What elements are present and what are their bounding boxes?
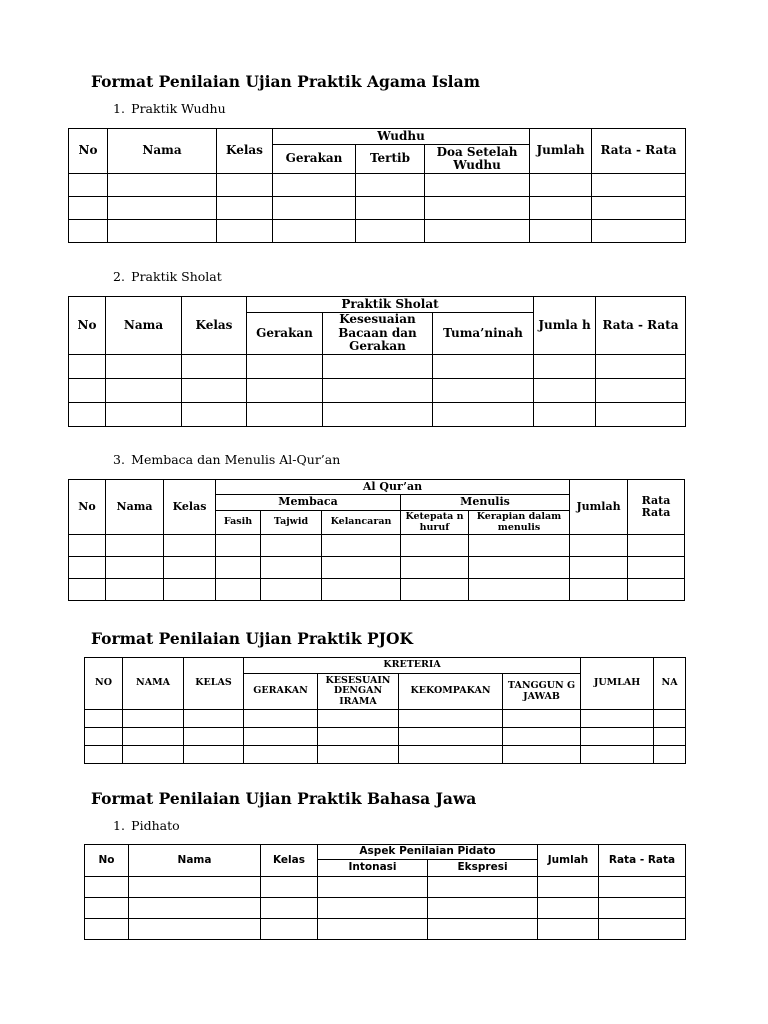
table-cell (273, 197, 356, 220)
table-cell (628, 535, 685, 557)
table-cell (85, 919, 129, 940)
table-cell (534, 355, 596, 379)
table-row (69, 174, 686, 197)
table-cell (106, 535, 164, 557)
col-kelas: Kelas (261, 845, 318, 877)
table-cell (356, 174, 425, 197)
table-row (85, 710, 686, 728)
table-cell (425, 174, 530, 197)
col-kelas: Kelas (164, 480, 216, 535)
table-row (69, 220, 686, 243)
table-cell (184, 710, 244, 728)
table-cell (322, 535, 401, 557)
col-rata: Rata - Rata (596, 297, 686, 355)
col-gerakan: Gerakan (247, 313, 323, 355)
col-gerakan: GERAKAN (244, 674, 318, 710)
table-cell (244, 746, 318, 764)
col-tertib: Tertib (356, 145, 425, 174)
table-cell (318, 877, 428, 898)
agama-section-title: Format Penilaian Ujian Praktik Agama Islam (91, 72, 481, 91)
table-cell (123, 710, 184, 728)
table-cell (123, 746, 184, 764)
table-cell (244, 728, 318, 746)
table-cell (322, 579, 401, 601)
table-cell (129, 877, 261, 898)
table-cell (318, 898, 428, 919)
col-nama: Nama (129, 845, 261, 877)
table-cell (433, 379, 534, 403)
col-jumlah: Jumlah (530, 129, 592, 174)
table-cell (425, 220, 530, 243)
table-cell (654, 710, 686, 728)
table-cell (108, 220, 217, 243)
col-kelas: Kelas (182, 297, 247, 355)
col-gerakan: Gerakan (273, 145, 356, 174)
table-cell (654, 746, 686, 764)
col-rata: Rata - Rata (599, 845, 686, 877)
table-cell (247, 379, 323, 403)
table-cell (592, 197, 686, 220)
table-cell (318, 919, 428, 940)
col-tanggung-jawab: TANGGUN G JAWAB (503, 674, 581, 710)
table-cell (323, 379, 433, 403)
table-cell (503, 746, 581, 764)
table-cell (85, 877, 129, 898)
col-group-sholat: Praktik Sholat (247, 297, 534, 313)
table-cell (69, 535, 106, 557)
col-doa: Doa Setelah Wudhu (425, 145, 530, 174)
table-row (69, 379, 686, 403)
table-row (85, 877, 686, 898)
table-cell (503, 710, 581, 728)
col-tumaninah: Tuma’ninah (433, 313, 534, 355)
table-cell (318, 710, 399, 728)
table-cell (534, 403, 596, 427)
table-cell (654, 728, 686, 746)
table-cell (599, 877, 686, 898)
table-cell (216, 557, 261, 579)
table-cell (261, 898, 318, 919)
sholat-table (68, 296, 686, 427)
table-row (85, 746, 686, 764)
table-cell (106, 579, 164, 601)
table-cell (534, 379, 596, 403)
table-cell (538, 919, 599, 940)
table-cell (356, 220, 425, 243)
table-cell (164, 557, 216, 579)
table-cell (106, 379, 182, 403)
table-cell (428, 898, 538, 919)
table-row (85, 898, 686, 919)
col-kerapian: Kerapian dalam menulis (469, 511, 570, 535)
table-cell (129, 919, 261, 940)
table-cell (106, 403, 182, 427)
table-row (69, 197, 686, 220)
table-cell (322, 557, 401, 579)
table-row (85, 919, 686, 940)
table-cell (69, 557, 106, 579)
table-row (69, 557, 685, 579)
table-cell (216, 579, 261, 601)
quran-item-title: 3. Membaca dan Menulis Al-Qur’an (113, 452, 341, 467)
table-cell (182, 379, 247, 403)
table-cell (399, 728, 503, 746)
wudhu-table (68, 128, 686, 243)
pjok-section-title: Format Penilaian Ujian Praktik PJOK (91, 629, 413, 648)
table-cell (599, 919, 686, 940)
table-cell (184, 746, 244, 764)
table-cell (596, 379, 686, 403)
table-cell (399, 710, 503, 728)
table-cell (217, 220, 273, 243)
col-jumlah: JUMLAH (581, 658, 654, 710)
col-kekompakan: KEKOMPAKAN (399, 674, 503, 710)
col-group-aspek: Aspek Penilaian Pidato (318, 845, 538, 860)
table-cell (261, 877, 318, 898)
col-no: No (69, 297, 106, 355)
table-cell (247, 403, 323, 427)
table-cell (261, 557, 322, 579)
table-cell (318, 728, 399, 746)
table-row (69, 535, 685, 557)
jawa-section-title: Format Penilaian Ujian Praktik Bahasa Jawa (91, 789, 477, 808)
table-cell (628, 557, 685, 579)
table-cell (433, 403, 534, 427)
col-group-quran: Al Qur’an (216, 480, 570, 495)
table-cell (261, 579, 322, 601)
col-no: No (69, 480, 106, 535)
col-kelas: KELAS (184, 658, 244, 710)
table-cell (596, 355, 686, 379)
table-cell (244, 710, 318, 728)
col-nama: NAMA (123, 658, 184, 710)
col-rata: Rata Rata (628, 480, 685, 535)
table-cell (69, 403, 106, 427)
col-jumlah: Jumlah (538, 845, 599, 877)
table-cell (182, 403, 247, 427)
table-cell (318, 746, 399, 764)
wudhu-item-title: 1. Praktik Wudhu (113, 101, 226, 116)
pjok-table (84, 657, 686, 764)
table-cell (69, 379, 106, 403)
table-cell (401, 535, 469, 557)
col-nama: Nama (106, 297, 182, 355)
col-kesesuaian: Kesesuaian Bacaan dan Gerakan (323, 313, 433, 355)
table-cell (503, 728, 581, 746)
table-cell (69, 174, 108, 197)
col-nama: Nama (108, 129, 217, 174)
col-ketepatan: Ketepata n huruf (401, 511, 469, 535)
table-cell (261, 535, 322, 557)
col-jumlah: Jumla h (534, 297, 596, 355)
table-cell (182, 355, 247, 379)
table-cell (217, 197, 273, 220)
table-cell (592, 174, 686, 197)
table-cell (425, 197, 530, 220)
table-cell (323, 355, 433, 379)
col-no: No (85, 845, 129, 877)
table-cell (106, 557, 164, 579)
table-cell (538, 877, 599, 898)
table-cell (69, 579, 106, 601)
table-cell (164, 579, 216, 601)
table-cell (69, 220, 108, 243)
table-cell (85, 746, 123, 764)
col-nama: Nama (106, 480, 164, 535)
col-ekspresi: Ekspresi (428, 860, 538, 877)
table-cell (581, 728, 654, 746)
table-cell (69, 197, 108, 220)
table-cell (85, 710, 123, 728)
col-group-menulis: Menulis (401, 495, 570, 511)
col-no: No (69, 129, 108, 174)
col-rata: Rata - Rata (592, 129, 686, 174)
table-cell (530, 220, 592, 243)
pidato-table (84, 844, 686, 940)
col-kelas: Kelas (217, 129, 273, 174)
pidato-item-title: 1. Pidhato (113, 818, 180, 833)
table-cell (570, 535, 628, 557)
table-cell (469, 535, 570, 557)
col-kelancaran: Kelancaran (322, 511, 401, 535)
col-kesesuaian: KESESUAIN DENGAN IRAMA (318, 674, 399, 710)
table-cell (530, 174, 592, 197)
table-cell (273, 220, 356, 243)
table-cell (581, 710, 654, 728)
table-row (69, 403, 686, 427)
table-cell (530, 197, 592, 220)
table-cell (123, 728, 184, 746)
table-cell (69, 355, 106, 379)
table-cell (129, 898, 261, 919)
table-cell (164, 535, 216, 557)
table-cell (356, 197, 425, 220)
table-cell (592, 220, 686, 243)
table-cell (85, 728, 123, 746)
col-fasih: Fasih (216, 511, 261, 535)
table-cell (323, 403, 433, 427)
quran-table (68, 479, 685, 601)
col-group-membaca: Membaca (216, 495, 401, 511)
table-cell (428, 877, 538, 898)
table-row (85, 728, 686, 746)
table-cell (108, 174, 217, 197)
table-cell (401, 557, 469, 579)
table-cell (273, 174, 356, 197)
table-cell (581, 746, 654, 764)
table-cell (261, 919, 318, 940)
table-cell (108, 197, 217, 220)
table-cell (85, 898, 129, 919)
table-cell (570, 579, 628, 601)
table-cell (469, 557, 570, 579)
col-group-wudhu: Wudhu (273, 129, 530, 145)
table-row (69, 355, 686, 379)
table-row (69, 579, 685, 601)
table-cell (216, 535, 261, 557)
table-cell (106, 355, 182, 379)
table-cell (401, 579, 469, 601)
table-cell (538, 898, 599, 919)
col-group-kreteria: KRETERIA (244, 658, 581, 674)
table-cell (570, 557, 628, 579)
col-jumlah: Jumlah (570, 480, 628, 535)
table-cell (628, 579, 685, 601)
table-cell (184, 728, 244, 746)
table-cell (433, 355, 534, 379)
col-no: NO (85, 658, 123, 710)
table-cell (596, 403, 686, 427)
table-cell (428, 919, 538, 940)
table-cell (469, 579, 570, 601)
col-tajwid: Tajwid (261, 511, 322, 535)
table-cell (217, 174, 273, 197)
table-cell (599, 898, 686, 919)
table-cell (399, 746, 503, 764)
table-cell (247, 355, 323, 379)
col-na: NA (654, 658, 686, 710)
col-intonasi: Intonasi (318, 860, 428, 877)
sholat-item-title: 2. Praktik Sholat (113, 269, 222, 284)
